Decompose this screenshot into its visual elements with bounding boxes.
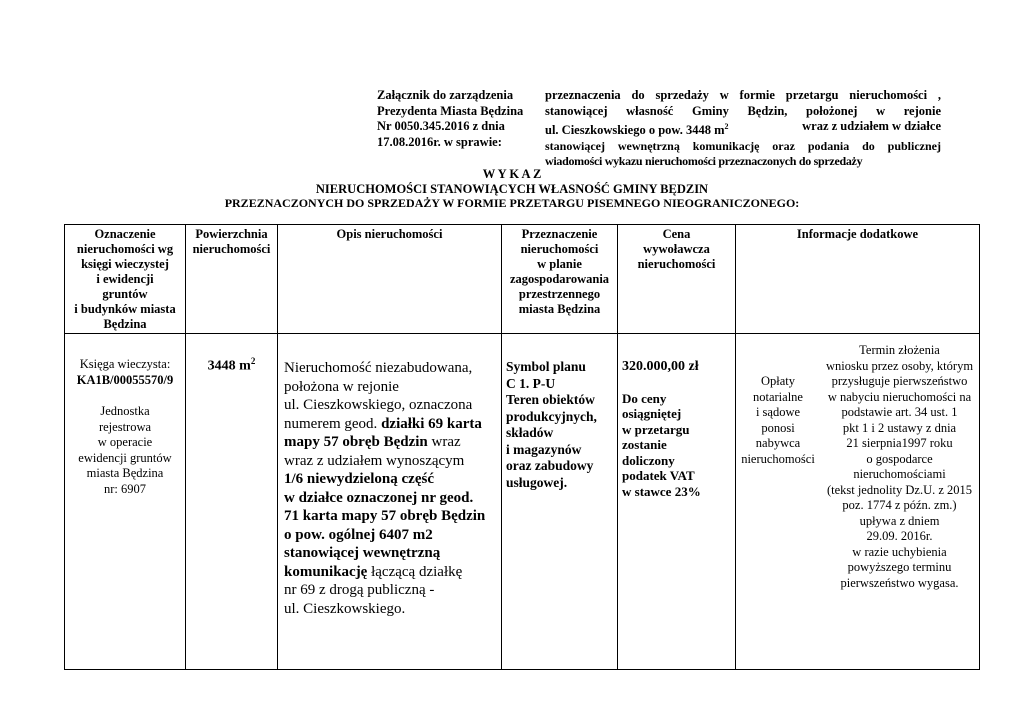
subject-line [545,119,941,139]
header-designation: Oznaczenie nieruchomości wg księgi wieczystej i ewidencji gruntów i budynków miasta Będzina [65,225,186,334]
cell-additional-info [736,334,980,670]
wykaz-title: W Y K A Z [482,167,542,181]
fees-info: Opłaty notarialne i sądowe ponosi nabywca nieruchomości [741,374,815,466]
cell-land-register: Księga wieczysta: KA1B/00055570/9 Jednostka rejestrowa w operacie ewidencji gruntów miasta Będzina nr: 6907 [65,334,186,670]
header-purpose: Przeznaczenie nieruchomości w planie zagospodarowania przestrzennego miasta Będzina [502,225,618,334]
cell-area: 3448 $m^2$ [186,334,278,670]
subject-area: ul. Cieszkowskiego o pow. 3448 $m^2$ [545,122,729,138]
attachment-label [377,88,547,150]
attachment-line: Nr 0050.345.2016 z dnia [377,119,505,133]
price-value: 320.000,00 zł [622,359,699,374]
table-row [65,334,980,670]
subject-line: stanowiącej wewnętrzną komunikację oraz podania do publicznej [545,138,941,153]
header-price: Cena wywoławcza nieruchomości [618,225,736,334]
cell-price: 320.000,00 zł Do ceny osiągniętej w przetargu zostanie doliczony podatek VAT w stawce 23% [618,334,736,670]
subject-share: wraz z udziałem w działce [802,119,941,133]
table-header-row [65,225,980,334]
cell-purpose: Symbol planu C 1. P-U Teren obiektów produkcyjnych, składów i magazynów oraz zabudowy usługowej. [502,334,618,670]
subject-line: stanowiącej własność Gminy Będzin, położonej w rejonie [545,103,941,118]
header-area: Powierzchnia nieruchomości [186,225,278,334]
attachment-line: 17.08.2016r. w sprawie: [377,134,502,149]
area-value: 3448 m [207,358,251,374]
header-description: Opis nieruchomości [278,225,502,334]
subject-line: przeznaczenia do sprzedaży w formie przetargu nieruchomości , [545,88,941,102]
subject-line: wiadomości wykazu nieruchomości przeznaczonych do sprzedaży [545,154,863,169]
property-table [64,224,980,670]
attachment-line: Prezydenta Miasta Będzina [377,103,524,118]
header-additional-info: Informacje dodatkowe [736,225,980,334]
priority-info: Termin złożenia wniosku przez osoby, którym przysługuje pierwszeństwo w nabyciu nieruchomości na podstawie art. 34 ust. 1 pkt 1 i 2 ustawy z dnia 21 sierpnia1997 roku o gospodarce nieruchomościami (tekst jednolity Dz.U. z 2015 poz. 1774 z późn. zm.) upływa z dniem 29.09. 2016r. w razie uchybienia powyższego terminu pierwszeństwo wygasa. [825,343,974,590]
cell-description: Nieruchomość niezabudowana, położona w rejonie ul. Cieszkowskiego, oznaczona numerem geod. działki 69 karta mapy 57 obręb Będzin wraz wraz z udziałem wynoszącym 1/6 niewydzieloną część w działce oznaczonej nr geod. 71 karta mapy 57 obręb Będzin o pow. ogólnej 6407 m2 stanowiącej wewnętrzną komunikację łączącą działkę nr 69 z drogą publiczną - ul. Cieszkowskiego. [278,334,502,670]
attachment-subject [545,88,941,170]
wykaz-subtitle-1: NIERUCHOMOŚCI STANOWIĄCYCH WŁASNOŚĆ GMINY BĘDZIN [315,182,709,196]
land-register-number: KA1B/00055570/9 [76,372,174,387]
attachment-line: Załącznik do zarządzenia [377,88,514,102]
land-register-label: Księga wieczysta: [79,357,171,371]
wykaz-subtitle-2: PRZEZNACZONYCH DO SPRZEDAŻY W FORMIE PRZETARGU PISEMNEGO NIEOGRANICZONEGO: [224,196,800,210]
